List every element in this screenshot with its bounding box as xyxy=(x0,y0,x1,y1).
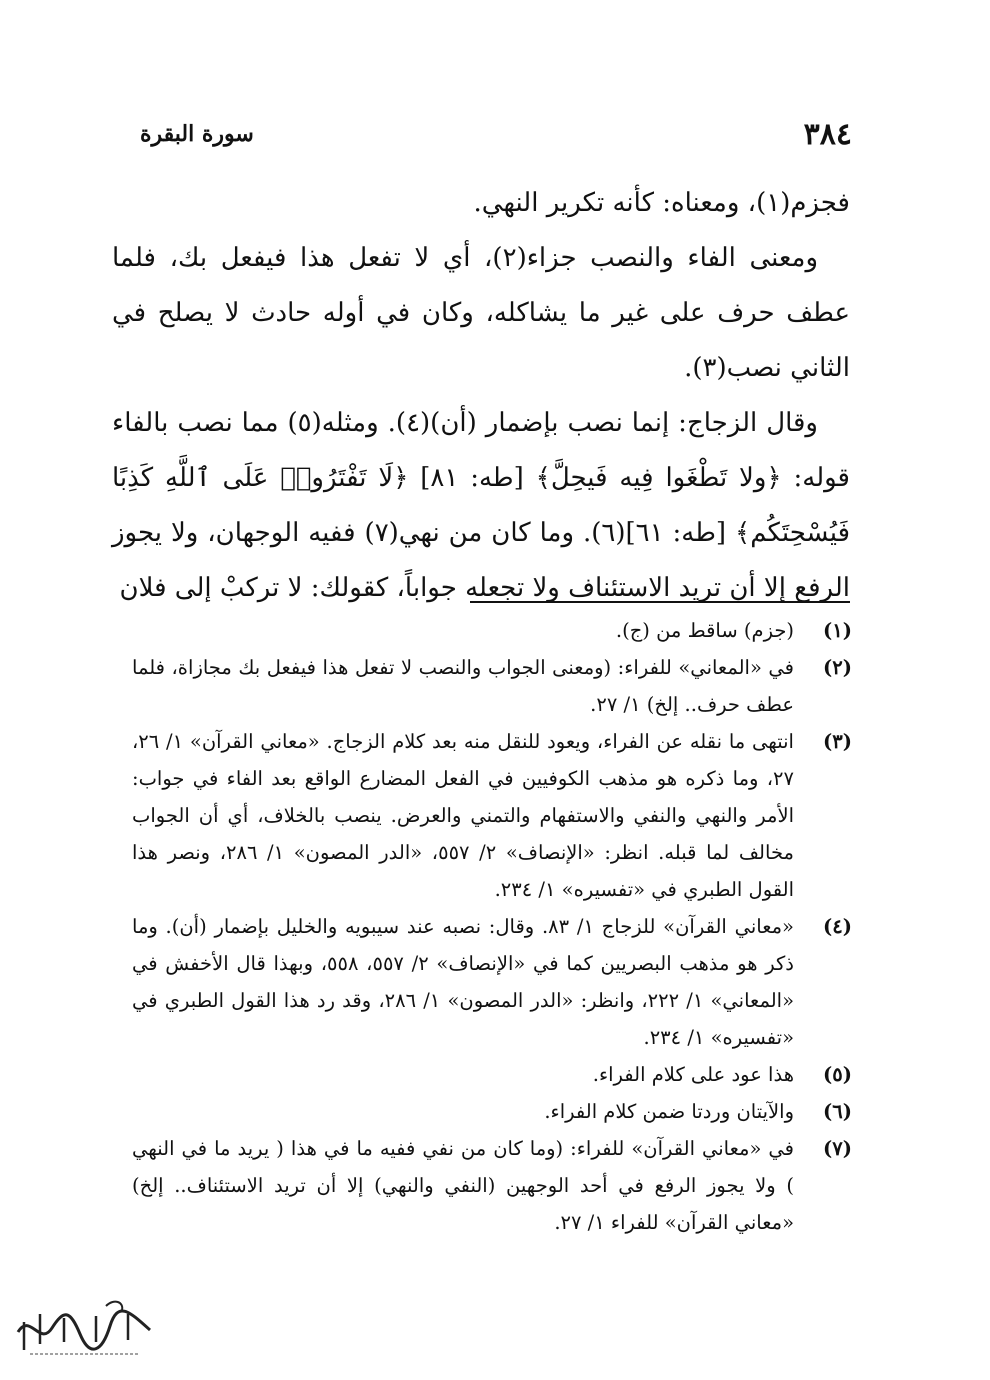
footnote xyxy=(132,723,852,908)
verse-reference-1: [طه: ٨١] xyxy=(408,463,536,493)
main-text xyxy=(112,176,850,616)
paragraph-2: ومعنى الفاء والنصب جزاء(٢)، أي لا تفعل هذا فيفعل بك، فلما عطف حرف على غير ما يشاكله، وكان في أوله حادث لا يصلح في الثاني نصب(٣). xyxy=(112,243,850,383)
footnote-number: (٤) xyxy=(823,915,852,938)
footnote-number: (١) xyxy=(823,619,852,642)
footnote-number: (٥) xyxy=(823,1063,852,1086)
surah-title: سورة البقرة xyxy=(140,121,254,147)
footnote-text: «معاني القرآن» للزجاج ١/ ٨٣. وقال: نصبه عند سيبويه والخليل بإضمار (أن). وما ذكر هو مذهب البصريين كما في «الإنصاف» ٢/ ٥٥٧، ٥٥٨، وبهذا قال الأخفش في «المعاني» ١/ ٢٢٢، وانظر: «الدر المصون» ١/ ٢٨٦، وقد رد هذا القول الطبري في «تفسيره» ١/ ٢٣٤. xyxy=(132,915,795,1049)
footnote-number: (٦) xyxy=(823,1100,852,1123)
footnote xyxy=(132,908,852,1056)
paragraph-3-part-a: وقال الزجاج: إنما نصب بإضمار (أن)(٤). ومثله(٥) مما نصب بالفاء قوله: xyxy=(112,408,850,493)
footnote-text: والآيتان وردتا ضمن كلام الفراء. xyxy=(544,1100,794,1123)
footnotes xyxy=(132,612,852,1241)
paragraph-3 xyxy=(112,396,850,616)
footnote-text: هذا عود على كلام الفراء. xyxy=(592,1063,794,1086)
footnote-text: في «معاني القرآن» للفراء: (وما كان من نفي ففيه ما في هذا ( يريد ما في النهي ) ولا يجوز الرفع في أحد الوجهين (النفي والنهي) إلا أن تريد الاستئناف.. إلخ) «معاني القرآن» للفراء ١/ ٢٧. xyxy=(132,1137,794,1234)
footnote-text: انتهى ما نقله عن الفراء، ويعود للنقل منه بعد كلام الزجاج. «معاني القرآن» ١/ ٢٦، ٢٧، وما ذكره هو مذهب الكوفيين في الفعل المضارع الواقع بعد الفاء في جواب: الأمر والنهي والنفي والاستفهام والتمني والعرض. ينصب بالخلاف، أي أن الجواب مخالف لما قبله. انظر: «الإنصاف» ٢/ ٥٥٧، «الدر المصون» ١/ ٢٨٦، ونصر هذا القول الطبري في «تفسيره» ١/ ٢٣٤. xyxy=(132,730,794,901)
footnote-separator xyxy=(470,601,850,603)
paragraph-3-part-c: [طه: ٦١](٦). وما كان من نهي(٧) ففيه الوجهان، ولا يجوز الرفع إلا أن تريد الاستئناف ولا تجعله جواباً، كقولك: لا تركبْ إلى فلان xyxy=(112,518,850,603)
footnote-number: (٧) xyxy=(823,1137,852,1160)
footnote-number: (٢) xyxy=(823,656,852,679)
footnote xyxy=(132,612,852,649)
footnote-number: (٣) xyxy=(823,730,852,753)
paragraph-1: فجزم(١)، ومعناه: كأنه تكرير النهي. xyxy=(473,188,850,218)
footnote-text: في «المعاني» للفراء: (ومعنى الجواب والنصب لا تفعل هذا فيفعل بك مجازاة، فلما عطف حرف.. إلخ) ١/ ٢٧. xyxy=(132,656,794,716)
footnote-text: (جزم) ساقط من (ج). xyxy=(615,619,794,642)
footnote xyxy=(132,649,852,723)
page-header xyxy=(140,112,852,156)
footnote xyxy=(132,1130,852,1241)
quran-verse-1: ﴿ولا تَطْغَوا فِيه فَيحِلَّ﴾ xyxy=(535,463,782,493)
page-number: ٣٨٤ xyxy=(803,116,852,152)
publisher-stamp-logo xyxy=(10,1292,160,1362)
footnote xyxy=(132,1056,852,1093)
quran-verse-2: ﴿لَا تَفْتَرُوا۟ عَلَى ٱللَّهِ كَذِبًا فَيُسْحِتَكُم﴾ xyxy=(112,463,850,548)
footnote xyxy=(132,1093,852,1130)
